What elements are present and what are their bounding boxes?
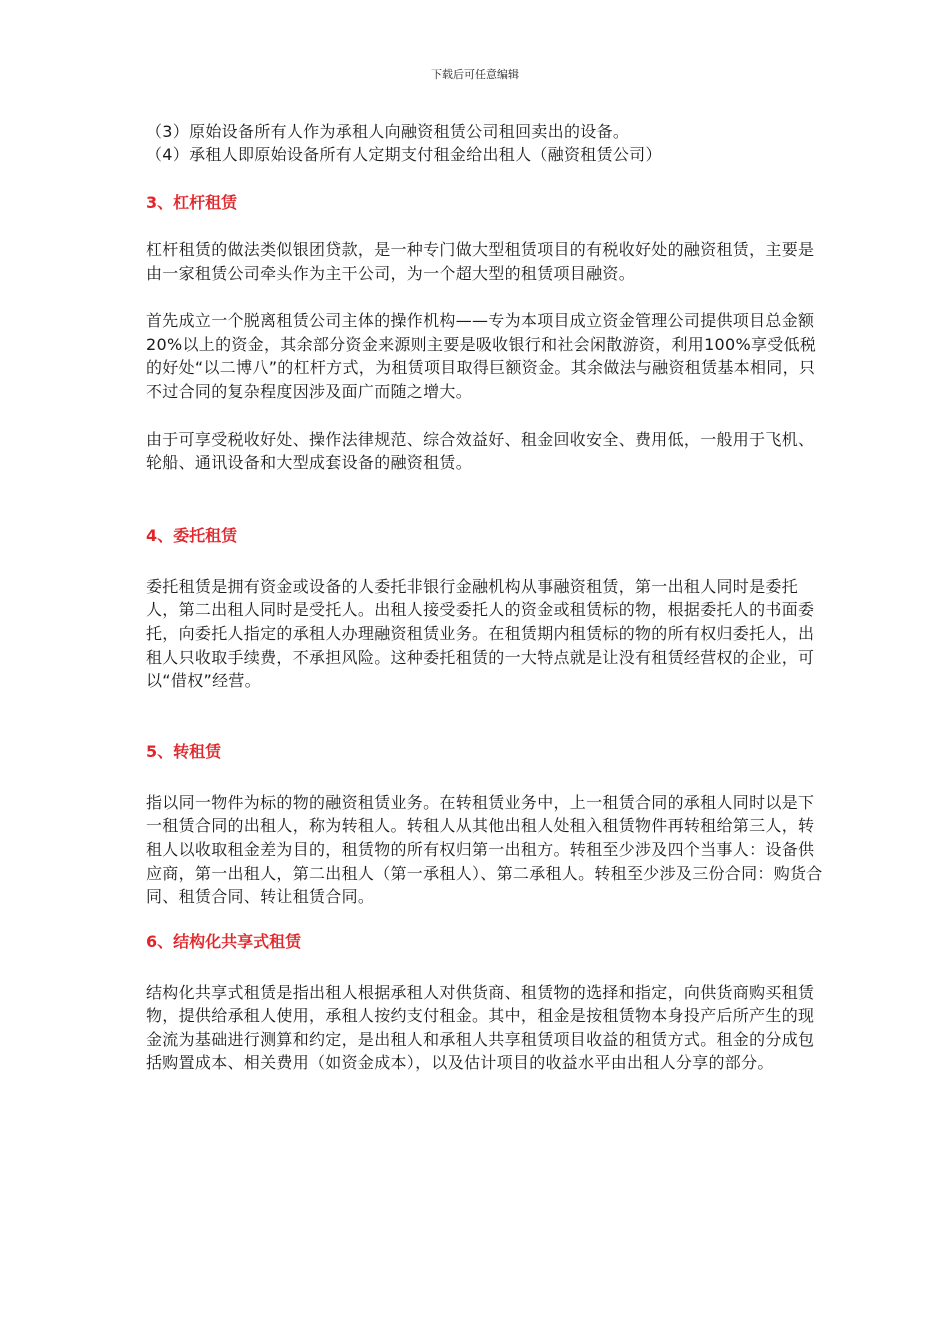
intro-line-4: （4）承租人即原始设备所有人定期支付租金给出租人（融资租赁公司） [146,145,662,164]
section-heading-structured-shared-lease: 6、结构化共享式租赁 [146,931,302,951]
section-heading-sublease: 5、转租赁 [146,741,222,761]
header-note: 下载后可任意编辑 [431,68,519,81]
section-paragraph: 结构化共享式租赁是指出租人根据承租人对供货商、租赁物的选择和指定，向供货商购买租赁物，提供给承租人使用，承租人按约支付租金。其中，租金是按租赁物本身投产后所产生的现金流为基础进行测算和约定，是出租人和承租人共享租赁项目收益的租赁方式。租金的分成包括购置成本、相关费用（如资金成本），以及估计项目的收益水平由出租人分享的部分。 [146,982,815,1073]
section-paragraph: 委托租赁是拥有资金或设备的人委托非银行金融机构从事融资租赁，第一出租人同时是委托人，第二出租人同时是受托人。出租人接受委托人的资金或租赁标的物，根据委托人的书面委托，向委托人指定的承租人办理融资租赁业务。在租赁期内租赁标的物的所有权归委托人，出租人只收取手续费，不承担风险。这种委托租赁的一大特点就是让没有租赁经营权的企业，可以“借权”经营。 [146,576,815,691]
section-paragraph: 杠杆租赁的做法类似银团贷款，是一种专门做大型租赁项目的有税收好处的融资租赁，主要是由一家租赁公司牵头作为主干公司，为一个超大型的租赁项目融资。 [146,240,815,283]
section-paragraph: 指以同一物件为标的物的融资租赁业务。在转租赁业务中，上一租赁合同的承租人同时以是下一租赁合同的出租人，称为转租人。转租人从其他出租人处租入租赁物件再转租给第三人，转租人以收取租金差为目的，租赁物的所有权归第一出租方。转租至少涉及四个当事人：设备供应商，第一出租人，第二出租人（第一承租人）、第二承租人。转租至少涉及三份合同：购货合同、租赁合同、转让租赁合同。 [146,792,823,907]
section-paragraph: 首先成立一个脱离租赁公司主体的操作机构——专为本项目成立资金管理公司提供项目总金额20%以上的资金，其余部分资金来源则主要是吸收银行和社会闲散游资，利用100%享受低税的好处“以二博八”的杠杆方式，为租赁项目取得巨额资金。其余做法与融资租赁基本相同，只不过合同的复杂程度因涉及面广而随之增大。 [146,311,817,401]
section-paragraph: 由于可享受税收好处、操作法律规范、综合效益好、租金回收安全、费用低，一般用于飞机、轮船、通讯设备和大型成套设备的融资租赁。 [146,429,815,473]
intro-line-3: （3）原始设备所有人作为承租人向融资租赁公司租回卖出的设备。 [146,122,630,141]
section-heading-entrusted-lease: 4、委托租赁 [146,525,238,545]
section-heading-leveraged-lease: 3、杠杆租赁 [146,193,238,212]
document-content [146,120,826,1075]
